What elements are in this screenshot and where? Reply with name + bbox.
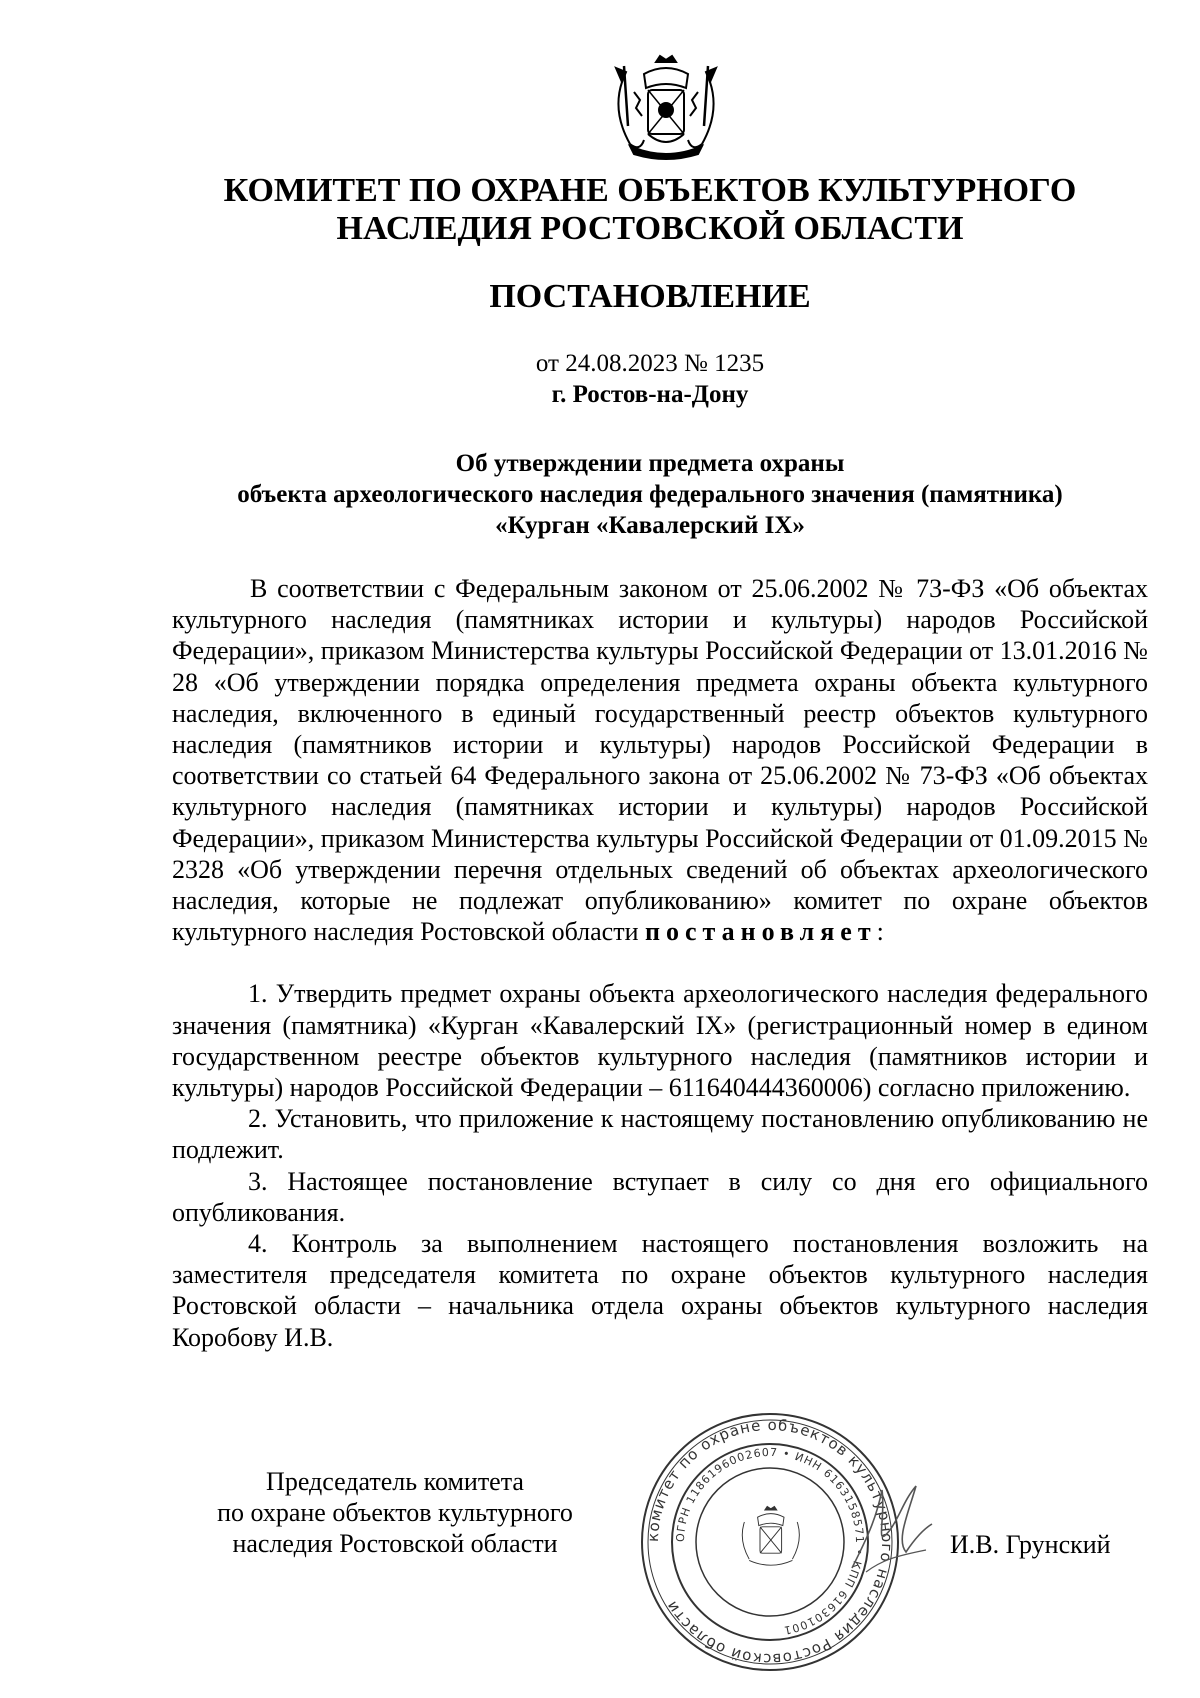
preamble-text: В соответствии с Федеральным законом от 25.06.2002 № 73-ФЗ «Об объектах культурного наследия (памятниках истории и культуры) народов Российской Федерации», приказом Министерства культуры Российской Федерации от 13.01.2016 № 28 «Об утверждении порядка определения предмета охраны объекта культурного наследия, включенного в единый государственный реестр объектов культурного наследия (памятников истории и культуры) народов Российской Федерации в соответствии со статьей 64 Федерального закона от 25.06.2002 № 73-ФЗ «Об объектах культурного наследия (памятниках истории и культуры) народов Российской Федерации», приказом Министерства культуры Российской Федерации от 01.09.2015 № 2328 «Об утверждении перечня отдельных сведений об объектах археологического наследия, которые не подлежат опубликованию» комитет по охране объектов культурного наследия Ростовской области [172,574,1148,947]
city: г. Ростов-на-Дону [551,381,749,408]
coat-of-arms-icon [608,52,724,162]
svg-text:комитет по охране объектов кул: комитет по охране объектов культурного наследия Ростовской области [643,1415,897,1669]
organization-line-1: КОМИТЕТ ПО ОХРАНЕ ОБЪЕКТОВ КУЛЬТУРНОГО [223,172,1077,209]
svg-text:ОГРН 1186196002607 • ИНН 61631: ОГРН 1186196002607 • ИНН 6163158571 • КПП 616301001 [673,1445,867,1637]
resolves-colon: : [876,917,884,947]
document-subject [150,448,1150,541]
signatory-title-line-1: Председатель комитета [266,1467,524,1496]
organization-line-2: НАСЛЕДИЯ РОСТОВСКОЙ ОБЛАСТИ [336,210,964,247]
signatory-title [175,1466,615,1559]
document-body [172,573,1148,1353]
subject-line-1: Об утверждении предмета охраны [455,450,845,477]
subject-line-3: «Курган «Кавалерский IX» [495,512,805,539]
resolution-item-1: 1. Утвердить предмет охраны объекта археологического наследия федерального значения (памятника) «Курган «Кавалерский IX» (регистрационный номер в едином государственном реестре объектов культурного наследия (памятников истории и культуры) народов Российской Федерации – 611640444360006) согласно приложению. [172,979,1148,1103]
signatory-title-line-2: по охране объектов культурного [217,1498,573,1527]
preamble-paragraph [172,573,1148,947]
resolution-item-4: 4. Контроль за выполнением настоящего постановления возложить на заместителя председателя комитета по охране объектов культурного наследия Ростовской области – начальника отдела охраны объектов культурного наследия Коробову И.В. [172,1229,1148,1352]
handwritten-signature [846,1480,936,1580]
subject-line-2: объекта археологического наследия федерального значения (памятника) [237,481,1063,508]
document-type: ПОСТАНОВЛЕНИЕ [489,278,811,315]
organization-name [150,172,1150,248]
resolution-item-3: 3. Настоящее постановление вступает в силу со дня его официального опубликования. [172,1166,1148,1227]
signatory-name: И.В. Грунский [950,1530,1111,1559]
signatory-title-line-3: наследия Ростовской области [232,1529,558,1558]
resolution-item-2: 2. Установить, что приложение к настоящему постановлению опубликованию не подлежит. [172,1104,1148,1165]
date-number: от 24.08.2023 № 1235 [535,350,765,377]
resolves-word: постановляет [645,917,877,947]
